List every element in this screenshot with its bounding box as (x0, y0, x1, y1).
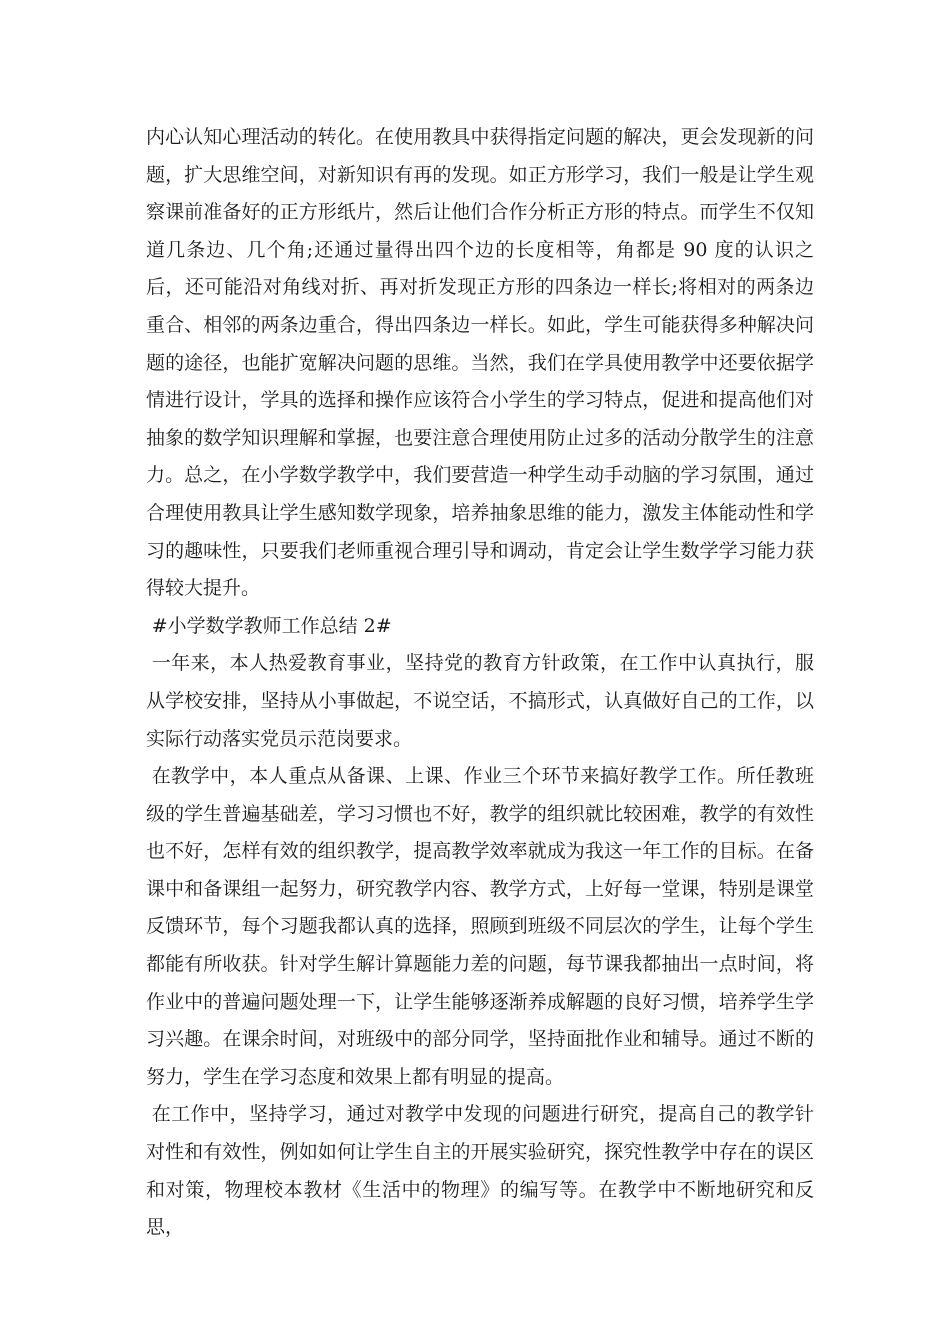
paragraph-intro: 一年来，本人热爱教育事业，坚持党的教育方针政策，在工作中认真执行，服从学校安排，坚持从小事做起，不说空话，不搞形式，认真做好自己的工作，以实际行动落实党员示范岗要求。 (146, 652, 814, 750)
paragraph-teaching: 在教学中，本人重点从备课、上课、作业三个环节来搞好教学工作。所任教班级的学生普遍基础差，学习习惯也不好，教学的组织就比较困难，教学的有效性也不好，怎样有效的组织教学，提高教学效率就成为我这一年工作的目标。在备课中和备课组一起努力，研究教学内容、教学方式，上好每一堂课，特别是课堂反馈环节，每个习题我都认真的选择，照顾到班级不同层次的学生，让每个学生都能有所收获。针对学生解计算题能力差的问题，每节课我都抽出一点时间，将作业中的普遍问题处理一下，让学生能够逐渐养成解题的良好习惯，培养学生学习兴趣。在课余时间，对班级中的部分同学，坚持面批作业和辅导。通过不断的努力，学生在学习态度和效果上都有明显的提高。 (146, 765, 814, 1088)
paragraph-research: 在工作中，坚持学习，通过对教学中发现的问题进行研究，提高自己的教学针对性和有效性，例如如何让学生自主的开展实验研究，探究性教学中存在的误区和对策，物理校本教材《生活中的物理》的编写等。在教学中不断地研究和反思， (146, 1103, 814, 1239)
document-body (146, 119, 814, 1247)
paragraph-continuation: 内心认知心理活动的转化。在使用教具中获得指定问题的解决，更会发现新的问题，扩大思维空间，对新知识有再的发现。如正方形学习，我们一般是让学生观察课前准备好的正方形纸片，然后让他们合作分析正方形的特点。而学生不仅知道几条边、几个角;还通过量得出四个边的长度相等，角都是 90 度的认识之后，还可能沿对角线对折、再对折发现正方形的四条边一样长;将相对的两条边重合、相邻的两条边重合，得出四条边一样长。如此，学生可能获得多种解决问题的途径，也能扩宽解决问题的思维。当然，我们在学具使用教学中还要依据学情进行设计，学具的选择和操作应该符合小学生的学习特点，促进和提高他们对抽象的数学知识理解和掌握，也要注意合理使用防止过多的活动分散学生的注意力。总之，在小学数学教学中，我们要营造一种学生动手动脑的学习氛围，通过合理使用教具让学生感知数学现象，培养抽象思维的能力，激发主体能动性和学习的趣味性，只要我们老师重视合理引导和调动，肯定会让学生数学学习能力获得较大提升。 (146, 126, 814, 600)
section-heading: #小学数学教师工作总结 2# (151, 614, 392, 637)
